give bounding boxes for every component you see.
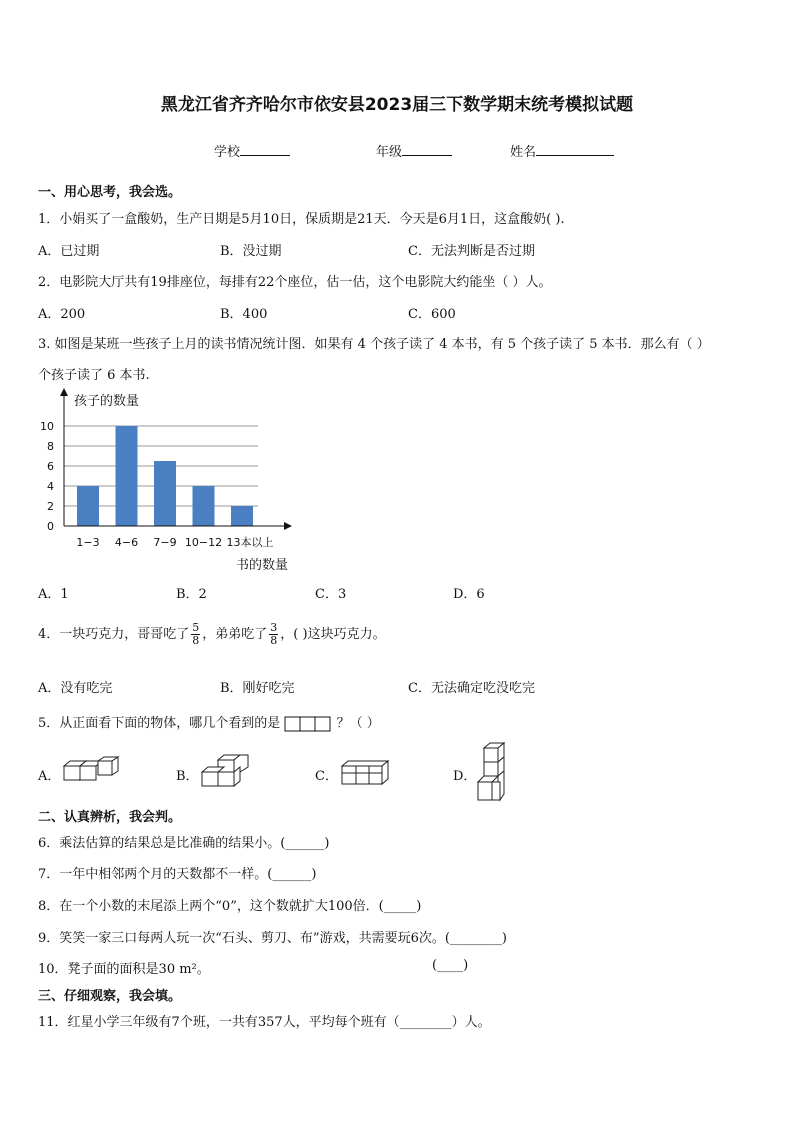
section-1-heading: 一、用心思考，我会选。 — [38, 185, 182, 200]
q7-text: 7．一年中相邻两个月的天数都不一样。(______) — [38, 867, 317, 882]
q1-text: 1．小娟买了一盒酸奶，生产日期是5月10日，保质期是21天．今天是6月1日，这盒酸奶( ). — [38, 212, 565, 227]
school-label: 学校 — [214, 145, 241, 160]
q1-option-c: C．无法判断是否过期 — [408, 244, 535, 259]
school-blank[interactable] — [240, 143, 290, 156]
name-blank[interactable] — [536, 143, 614, 156]
q3-option-b: B．2 — [176, 587, 207, 602]
y-tick-label: 0 — [47, 520, 54, 533]
grade-label: 年级 — [376, 145, 403, 160]
y-tick-label: 8 — [47, 440, 54, 453]
q11-text: 11．红星小学三年级有7个班，一共有357人，平均每个班有（________）人。 — [38, 1015, 491, 1030]
q1-option-b: B．没过期 — [220, 244, 282, 259]
cube-figure-c-icon — [340, 758, 392, 788]
chart-xlabel: 书的数量 — [236, 558, 289, 573]
bar — [154, 461, 176, 526]
q2-option-a: A．200 — [38, 307, 86, 322]
cube-figure-b-icon — [200, 754, 252, 788]
reading-bar-chart — [30, 385, 320, 580]
q2-option-b: B．400 — [220, 307, 268, 322]
three-squares-row-icon — [284, 716, 332, 732]
q2-option-c: C．600 — [408, 307, 456, 322]
y-tick-label: 4 — [47, 480, 54, 493]
q5-option-b-label: B． — [176, 769, 199, 784]
y-tick-label: 6 — [47, 460, 54, 473]
q5-option-d-label: D． — [453, 769, 477, 784]
name-field — [510, 141, 614, 160]
q6-text: 6．乘法估算的结果总是比准确的结果小。(______) — [38, 836, 330, 851]
q5-option-c-label: C． — [315, 769, 338, 784]
q3-option-c: C．3 — [315, 587, 347, 602]
fraction-three-eighths — [269, 622, 278, 647]
cube-figure-a-icon — [62, 756, 122, 784]
fraction-2-numerator: 3 — [270, 621, 278, 634]
y-tick-label: 10 — [40, 420, 54, 433]
x-tick-label: 13本以上 — [226, 536, 274, 549]
q5-text-post: ？（ ） — [336, 716, 380, 731]
section-3-heading: 三、仔细观察，我会填。 — [38, 989, 182, 1004]
bar — [77, 486, 99, 526]
q10-answer-blank[interactable]: (____) — [432, 958, 469, 973]
q10-text: 10．凳子面的面积是30 m²。 — [38, 962, 210, 977]
q3-text-line2: 个孩子读了 6 本书. — [38, 368, 150, 383]
q3-text-line1: 3. 如图是某班一些孩子上月的读书情况统计图．如果有 4 个孩子读了 4 本书，有 5 个孩子读了 5 本书．那么有（ ） — [38, 337, 710, 352]
bar — [116, 426, 138, 526]
cube-figure-d-icon — [476, 742, 508, 804]
fraction-five-eighths — [191, 622, 200, 647]
q1-option-a: A．已过期 — [38, 244, 100, 259]
fraction-1-denominator: 8 — [192, 634, 200, 647]
q5-option-a-label: A． — [38, 769, 61, 784]
x-tick-label: 10−12 — [184, 536, 223, 549]
q5-text — [38, 712, 380, 732]
section-2-heading: 二、认真辨析，我会判。 — [38, 810, 182, 825]
q4-text-pre: 4．一块巧克力，哥哥吃了 — [38, 627, 190, 642]
x-tick-label: 7−9 — [153, 536, 177, 549]
q4-text — [38, 620, 386, 650]
bar — [193, 486, 215, 526]
x-tick-label: 1−3 — [76, 536, 100, 549]
x-axis-arrow — [284, 522, 292, 530]
chart-ylabel: 孩子的数量 — [74, 394, 140, 409]
q4-text-mid: ，弟弟吃了 — [202, 627, 268, 642]
fraction-2-denominator: 8 — [270, 634, 278, 647]
fraction-1-numerator: 5 — [192, 621, 200, 634]
q4-text-post: ，( )这块巧克力。 — [280, 627, 386, 642]
grade-field — [376, 141, 452, 160]
y-axis-arrow — [60, 388, 68, 396]
y-tick-label: 2 — [47, 500, 54, 513]
q9-text: 9．笑笑一家三口每两人玩一次“石头、剪刀、布”游戏，共需要玩6次。(________) — [38, 931, 507, 946]
q3-option-a: A．1 — [38, 587, 69, 602]
bar — [231, 506, 253, 526]
q2-text: 2．电影院大厅共有19排座位，每排有22个座位，估一估，这个电影院大约能坐（ ）人。 — [38, 275, 552, 290]
x-tick-label: 4−6 — [114, 536, 139, 549]
q5-text-pre: 5．从正面看下面的物体，哪几个看到的是 — [38, 716, 281, 731]
name-label: 姓名 — [510, 145, 537, 160]
page-title: 黑龙江省齐齐哈尔市依安县2023届三下数学期末统考模拟试题 — [160, 95, 634, 115]
q4-option-c: C．无法确定吃没吃完 — [408, 681, 535, 696]
grade-blank[interactable] — [402, 143, 452, 156]
q4-option-a: A．没有吃完 — [38, 681, 113, 696]
school-field — [214, 141, 290, 160]
q4-option-b: B．刚好吃完 — [220, 681, 295, 696]
q8-text: 8．在一个小数的末尾添上两个“0”，这个数就扩大100倍．(_____) — [38, 899, 422, 914]
q3-option-d: D．6 — [453, 587, 485, 602]
